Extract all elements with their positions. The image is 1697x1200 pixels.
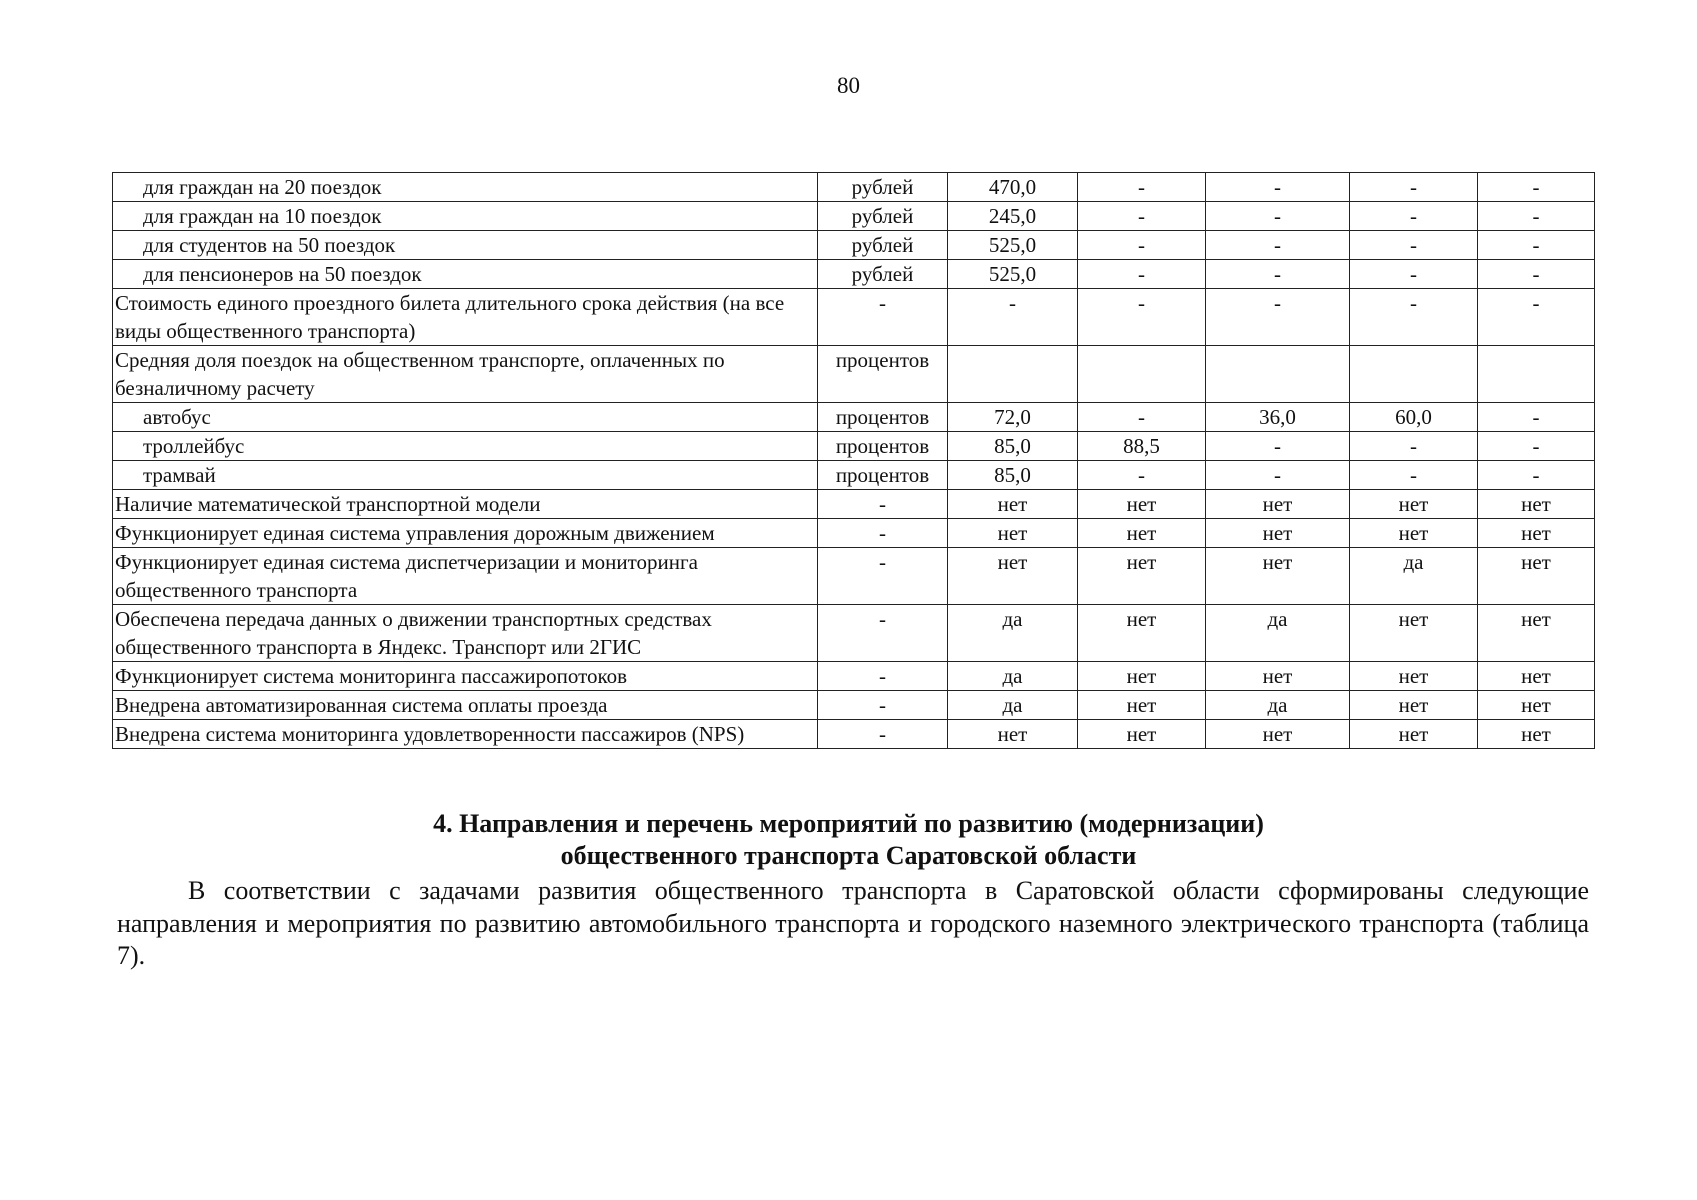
unit-cell: рублей (818, 231, 948, 260)
indicator-name-cell: Стоимость единого проездного билета длительного срока действия (на все виды общественного транспорта) (113, 289, 818, 346)
unit-cell: процентов (818, 346, 948, 403)
value-cell: - (1350, 173, 1478, 202)
indicator-name-cell: для пенсионеров на 50 поездок (113, 260, 818, 289)
value-cell: нет (1478, 605, 1595, 662)
value-cell: да (1206, 605, 1350, 662)
unit-cell: - (818, 289, 948, 346)
value-cell: 525,0 (948, 231, 1078, 260)
value-cell (1350, 346, 1478, 403)
indicator-name-cell: Функционирует система мониторинга пассажиропотоков (113, 662, 818, 691)
value-cell: - (1078, 202, 1206, 231)
indicator-name-cell: Средняя доля поездок на общественном транспорте, оплаченных по безналичному расчету (113, 346, 818, 403)
unit-cell: - (818, 605, 948, 662)
value-cell: нет (1078, 605, 1206, 662)
value-cell: нет (1350, 605, 1478, 662)
unit-cell: процентов (818, 403, 948, 432)
table-body (113, 173, 1595, 749)
table-row (113, 548, 1595, 605)
value-cell: нет (1478, 548, 1595, 605)
value-cell: - (1478, 289, 1595, 346)
table-row (113, 289, 1595, 346)
indicator-name-cell: для студентов на 50 поездок (113, 231, 818, 260)
indicator-name-cell: Внедрена система мониторинга удовлетворенности пассажиров (NPS) (113, 720, 818, 749)
section-heading-line-1: 4. Направления и перечень мероприятий по развитию (модернизации) (433, 809, 1264, 838)
value-cell: нет (948, 548, 1078, 605)
table-row (113, 519, 1595, 548)
value-cell: да (1206, 691, 1350, 720)
indicator-name-cell: Обеспечена передача данных о движении транспортных средствах общественного транспорта в Яндекс. Транспорт или 2ГИС (113, 605, 818, 662)
value-cell: нет (1078, 548, 1206, 605)
value-cell: нет (1078, 691, 1206, 720)
value-cell: нет (948, 519, 1078, 548)
table-row (113, 490, 1595, 519)
value-cell: нет (1078, 662, 1206, 691)
value-cell: 525,0 (948, 260, 1078, 289)
value-cell: 72,0 (948, 403, 1078, 432)
value-cell: да (1350, 548, 1478, 605)
indicator-name-cell: троллейбус (113, 432, 818, 461)
value-cell: нет (948, 490, 1078, 519)
unit-cell: - (818, 548, 948, 605)
value-cell: - (1206, 260, 1350, 289)
table-row (113, 720, 1595, 749)
value-cell: - (1206, 289, 1350, 346)
unit-cell: процентов (818, 461, 948, 490)
indicator-name-cell: Функционирует единая система диспетчеризации и мониторинга общественного транспорта (113, 548, 818, 605)
value-cell: нет (1078, 519, 1206, 548)
value-cell (1206, 346, 1350, 403)
unit-cell: - (818, 691, 948, 720)
table-row (113, 202, 1595, 231)
value-cell: 245,0 (948, 202, 1078, 231)
value-cell: нет (1478, 519, 1595, 548)
value-cell: - (1078, 173, 1206, 202)
value-cell: нет (1206, 519, 1350, 548)
table-row (113, 403, 1595, 432)
indicator-name-cell: для граждан на 20 поездок (113, 173, 818, 202)
value-cell: - (1206, 231, 1350, 260)
value-cell (948, 346, 1078, 403)
indicator-name-cell: трамвай (113, 461, 818, 490)
value-cell: - (1478, 260, 1595, 289)
table-row (113, 691, 1595, 720)
table-row (113, 605, 1595, 662)
table-row (113, 231, 1595, 260)
value-cell: нет (1350, 720, 1478, 749)
value-cell: - (1350, 432, 1478, 461)
value-cell: - (1078, 231, 1206, 260)
table-row (113, 260, 1595, 289)
value-cell: да (948, 691, 1078, 720)
value-cell: 36,0 (1206, 403, 1350, 432)
unit-cell: - (818, 662, 948, 691)
value-cell: нет (1350, 662, 1478, 691)
value-cell: нет (1478, 691, 1595, 720)
value-cell: 85,0 (948, 461, 1078, 490)
value-cell (1078, 346, 1206, 403)
value-cell: нет (1350, 691, 1478, 720)
value-cell: - (1350, 260, 1478, 289)
value-cell: нет (948, 720, 1078, 749)
value-cell: нет (1350, 519, 1478, 548)
value-cell: - (948, 289, 1078, 346)
value-cell: 88,5 (1078, 432, 1206, 461)
value-cell: нет (1078, 490, 1206, 519)
value-cell: нет (1206, 548, 1350, 605)
table-row (113, 173, 1595, 202)
value-cell: да (948, 605, 1078, 662)
value-cell: - (1350, 461, 1478, 490)
table-row (113, 662, 1595, 691)
unit-cell: - (818, 519, 948, 548)
section-heading-line-2: общественного транспорта Саратовской области (560, 841, 1137, 870)
value-cell: - (1478, 432, 1595, 461)
value-cell: нет (1206, 490, 1350, 519)
page-number: 80 (837, 73, 860, 98)
value-cell: нет (1478, 720, 1595, 749)
value-cell: - (1206, 202, 1350, 231)
table-row (113, 461, 1595, 490)
value-cell: 85,0 (948, 432, 1078, 461)
value-cell: - (1078, 403, 1206, 432)
table-row (113, 432, 1595, 461)
unit-cell: рублей (818, 260, 948, 289)
value-cell: - (1478, 461, 1595, 490)
value-cell: нет (1206, 662, 1350, 691)
indicator-name-cell: Наличие математической транспортной модели (113, 490, 818, 519)
value-cell: - (1350, 202, 1478, 231)
value-cell: - (1206, 432, 1350, 461)
value-cell: - (1478, 173, 1595, 202)
indicator-name-cell: для граждан на 10 поездок (113, 202, 818, 231)
value-cell: да (948, 662, 1078, 691)
value-cell: 470,0 (948, 173, 1078, 202)
unit-cell: - (818, 720, 948, 749)
value-cell: - (1078, 461, 1206, 490)
unit-cell: процентов (818, 432, 948, 461)
value-cell: нет (1350, 490, 1478, 519)
value-cell: - (1078, 260, 1206, 289)
value-cell: - (1478, 403, 1595, 432)
indicator-name-cell: Внедрена автоматизированная система оплаты проезда (113, 691, 818, 720)
value-cell: - (1478, 202, 1595, 231)
table-row (113, 346, 1595, 403)
value-cell: - (1078, 289, 1206, 346)
indicator-name-cell: Функционирует единая система управления дорожным движением (113, 519, 818, 548)
value-cell: нет (1478, 662, 1595, 691)
unit-cell: - (818, 490, 948, 519)
value-cell: нет (1478, 490, 1595, 519)
value-cell: - (1350, 289, 1478, 346)
value-cell: нет (1078, 720, 1206, 749)
value-cell: нет (1206, 720, 1350, 749)
value-cell: 60,0 (1350, 403, 1478, 432)
value-cell: - (1350, 231, 1478, 260)
value-cell: - (1206, 461, 1350, 490)
unit-cell: рублей (818, 202, 948, 231)
value-cell: - (1478, 231, 1595, 260)
indicator-name-cell: автобус (113, 403, 818, 432)
indicators-table (112, 172, 1595, 749)
unit-cell: рублей (818, 173, 948, 202)
value-cell (1478, 346, 1595, 403)
section-heading (0, 808, 1697, 872)
body-paragraph: В соответствии с задачами развития общественного транспорта в Саратовской области сформированы следующие направления и мероприятия по развитию автомобильного транспорта и городского наземного электрического транспорта (таблица 7). (117, 876, 1589, 970)
value-cell: - (1206, 173, 1350, 202)
